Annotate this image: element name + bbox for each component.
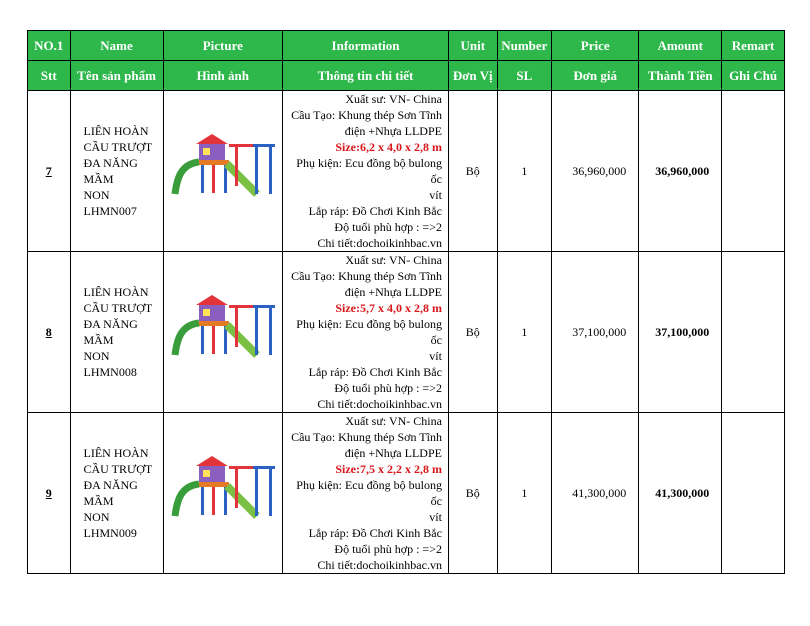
row-amount: 36,960,000 [639,91,722,252]
info-line: Phụ kiện: Ecu đồng bộ bulong ốc [296,156,442,186]
row-unit: Bộ [448,413,497,574]
product-picture [163,413,282,574]
col-name: Name [70,31,163,61]
row-price: 37,100,000 [552,252,639,413]
info-line: Xuất sư: VN- China [345,92,442,106]
info-line: Lắp ráp: Đồ Chơi Kinh Bắc [308,204,442,218]
playground-slide-image [169,295,277,365]
info-line: vít [429,349,442,363]
info-line: điện +Nhựa LLDPE [344,446,442,460]
info-line: Xuất sư: VN- China [345,253,442,267]
col-picture: Picture [163,31,282,61]
row-price: 41,300,000 [552,413,639,574]
info-line: Lắp ráp: Đồ Chơi Kinh Bắc [308,526,442,540]
info-line: Cầu Tạo: Khung thép Sơn Tĩnh [291,269,442,283]
col-hinh-anh: Hình ảnh [163,61,282,91]
playground-slide-image [169,456,277,526]
info-line: Độ tuổi phù hợp : =>2 [334,381,442,395]
info-line: Phụ kiện: Ecu đồng bộ bulong ốc [296,478,442,508]
row-stt: 7 [28,91,71,252]
table-row [28,252,785,413]
product-name [70,413,163,574]
col-remark: Remart [722,31,785,61]
row-unit: Bộ [448,91,497,252]
table-row [28,413,785,574]
col-no: NO.1 [28,31,71,61]
info-line: vít [429,188,442,202]
product-name-line: CẦU TRƯỢT [83,301,153,315]
col-price: Price [552,31,639,61]
product-name-line: NON LHMN008 [83,349,137,379]
info-size-line: Size:6,2 x 4,0 x 2,8 m [335,140,442,154]
col-amount: Amount [639,31,722,61]
col-unit: Unit [448,31,497,61]
row-amount: 41,300,000 [639,413,722,574]
product-info [283,91,449,252]
info-line: Cầu Tạo: Khung thép Sơn Tĩnh [291,430,442,444]
product-name-line: LIÊN HOÀN [83,285,149,299]
col-thong-tin: Thông tin chi tiết [283,61,449,91]
row-note [722,252,785,413]
price-table [27,30,785,574]
header-row-english [28,31,785,61]
product-name [70,252,163,413]
product-name-line: ĐA NĂNG MẦM [83,478,138,508]
product-picture [163,252,282,413]
table-row [28,91,785,252]
product-name-line: CẦU TRƯỢT [83,140,153,154]
product-name-line: NON LHMN007 [83,188,137,218]
col-don-gia: Đơn giá [552,61,639,91]
row-amount: 37,100,000 [639,252,722,413]
product-name [70,91,163,252]
row-qty: 1 [497,252,552,413]
product-name-line: ĐA NĂNG MẦM [83,156,138,186]
info-line: điện +Nhựa LLDPE [344,285,442,299]
info-line: Lắp ráp: Đồ Chơi Kinh Bắc [308,365,442,379]
info-line: Độ tuổi phù hợp : =>2 [334,542,442,556]
row-note [722,91,785,252]
playground-slide-image [169,134,277,204]
info-line: điện +Nhựa LLDPE [344,124,442,138]
product-picture [163,91,282,252]
row-stt: 8 [28,252,71,413]
product-name-line: CẦU TRƯỢT [83,462,153,476]
info-line: Chi tiết:dochoikinhbac.vn [317,397,442,411]
info-line: Chi tiết:dochoikinhbac.vn [317,558,442,572]
row-price: 36,960,000 [552,91,639,252]
product-name-line: LIÊN HOÀN [83,124,149,138]
row-note [722,413,785,574]
col-number: Number [497,31,552,61]
info-line: Chi tiết:dochoikinhbac.vn [317,236,442,250]
col-ten-san-pham: Tên sản phẩm [70,61,163,91]
row-qty: 1 [497,413,552,574]
col-ghi-chu: Ghi Chú [722,61,785,91]
info-line: vít [429,510,442,524]
row-stt: 9 [28,413,71,574]
product-name-line: LIÊN HOÀN [83,446,149,460]
col-thanh-tien: Thành Tiền [639,61,722,91]
col-information: Information [283,31,449,61]
col-sl: SL [497,61,552,91]
product-name-line: NON LHMN009 [83,510,137,540]
product-info [283,413,449,574]
product-info [283,252,449,413]
info-size-line: Size:5,7 x 4,0 x 2,8 m [335,301,442,315]
info-line: Độ tuổi phù hợp : =>2 [334,220,442,234]
info-size-line: Size:7,5 x 2,2 x 2,8 m [335,462,442,476]
col-don-vi: Đơn Vị [448,61,497,91]
row-qty: 1 [497,91,552,252]
info-line: Cầu Tạo: Khung thép Sơn Tĩnh [291,108,442,122]
row-unit: Bộ [448,252,497,413]
info-line: Phụ kiện: Ecu đồng bộ bulong ốc [296,317,442,347]
header-row-vietnamese [28,61,785,91]
product-name-line: ĐA NĂNG MẦM [83,317,138,347]
info-line: Xuất sư: VN- China [345,414,442,428]
col-stt: Stt [28,61,71,91]
